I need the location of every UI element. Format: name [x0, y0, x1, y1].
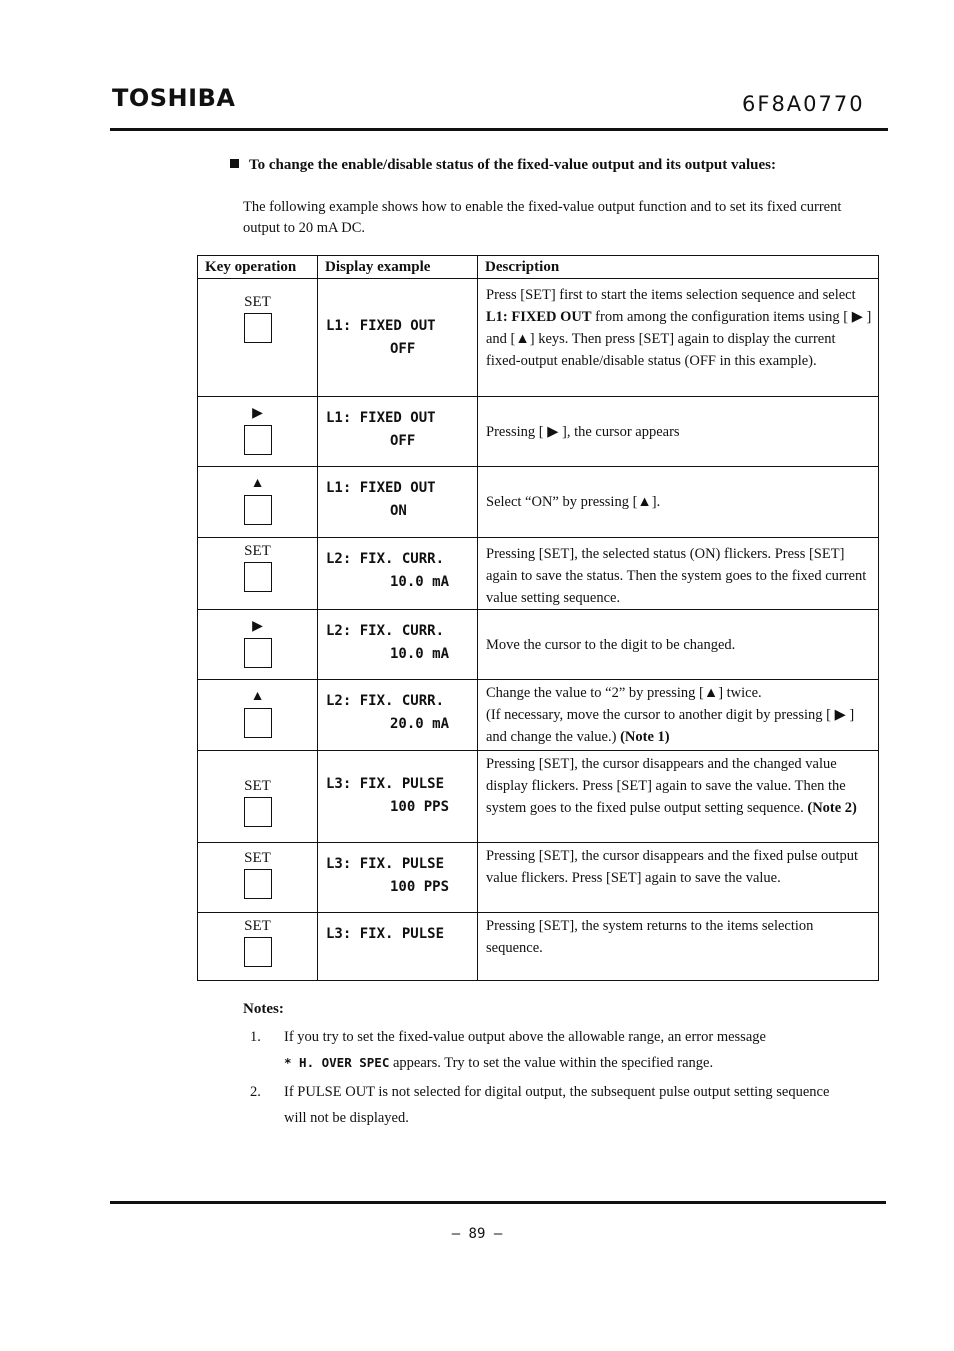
display-line2: OFF — [390, 433, 416, 449]
display-line2: 100 PPS — [390, 879, 450, 895]
note-text-b: appears. Try to set the value within the specified range. — [389, 1055, 714, 1071]
page-number: — 89 — — [451, 1226, 503, 1242]
display-line1: L1: FIXED OUT — [326, 480, 436, 496]
table-row — [198, 397, 879, 467]
col-header-key: Key operation — [198, 256, 318, 279]
description-cell: Pressing [ ▶ ], the cursor appears — [478, 397, 879, 467]
description-cell: Pressing [SET], the system returns to the items selection sequence. — [478, 913, 879, 981]
key-label: SET — [244, 778, 271, 794]
display-line2: OFF — [390, 341, 416, 357]
key-icon — [244, 425, 272, 455]
right-arrow-icon: ▶ — [252, 406, 263, 421]
key-cell — [198, 751, 318, 843]
key-operation-table — [197, 255, 879, 981]
note-item — [250, 1024, 860, 1076]
key-icon — [244, 937, 272, 967]
description-cell: Pressing [SET], the cursor disappears and the fixed pulse output value flickers. Press [SET] again to save the value. — [478, 843, 879, 913]
note-item — [250, 1079, 860, 1131]
display-line1: L2: FIX. CURR. — [326, 551, 445, 567]
note-text: If PULSE OUT is not selected for digital output, the subsequent pulse output setting sequence will not be displayed. — [284, 1084, 830, 1126]
col-header-display: Display example — [318, 256, 478, 279]
key-icon — [244, 638, 272, 668]
key-cell — [198, 680, 318, 751]
intro-paragraph: The following example shows how to enable the fixed-value output function and to set its fixed current output to 20 mA DC. — [243, 199, 842, 236]
table-row — [198, 279, 879, 397]
section-heading — [230, 157, 776, 174]
description-cell: Move the cursor to the digit to be changed. — [478, 610, 879, 680]
description-cell — [478, 751, 879, 843]
key-icon — [244, 797, 272, 827]
brand-logo: TOSHIBA — [112, 84, 236, 112]
error-message-code: * H. OVER SPEC — [284, 1055, 390, 1070]
note-text — [284, 1024, 854, 1076]
display-cell — [318, 610, 478, 680]
display-cell — [318, 538, 478, 610]
key-label: SET — [244, 850, 271, 866]
description-text: (If necessary, move the cursor to another digit by pressing [ ▶ ] and change the value.) — [486, 707, 855, 745]
description-cell: Select “ON” by pressing [▲]. — [478, 467, 879, 538]
note-number: 2. — [250, 1084, 261, 1100]
display-line2: ON — [390, 503, 407, 519]
description-cell — [478, 680, 879, 751]
footer-rule — [110, 1201, 886, 1204]
col-header-description: Description — [478, 256, 879, 279]
display-line2: 10.0 mA — [390, 574, 450, 590]
table-header-row — [198, 256, 879, 279]
key-cell — [198, 843, 318, 913]
note-reference: (Note 1) — [620, 729, 670, 745]
key-icon — [244, 869, 272, 899]
display-line2: 20.0 mA — [390, 716, 450, 732]
table-row — [198, 751, 879, 843]
display-cell — [318, 680, 478, 751]
display-line1: L2: FIX. CURR. — [326, 693, 445, 709]
description-text: Pressing [SET], the cursor disappears and the changed value display flickers. Press [SET] again to save the value. Then the system goes to the fixed pulse output setting sequence. — [486, 756, 846, 816]
display-line1: L1: FIXED OUT — [326, 318, 436, 334]
table-row — [198, 610, 879, 680]
right-arrow-icon: ▶ — [252, 619, 263, 634]
display-line1: L3: FIX. PULSE — [326, 926, 445, 942]
display-cell — [318, 913, 478, 981]
table-row — [198, 843, 879, 913]
description-text: Press [SET] first to start the items selection sequence and select — [486, 287, 856, 303]
key-cell — [198, 538, 318, 610]
note-text-a: If you try to set the fixed-value output above the allowable range, an error message — [284, 1029, 766, 1045]
key-icon — [244, 708, 272, 738]
display-line2: 100 PPS — [390, 799, 450, 815]
description-cell — [478, 279, 879, 397]
key-cell — [198, 279, 318, 397]
description-text: Change the value to “2” by pressing [▲] twice. — [486, 685, 762, 701]
key-label: SET — [244, 294, 271, 310]
key-icon — [244, 562, 272, 592]
key-cell — [198, 397, 318, 467]
description-bold: L1: FIXED OUT — [486, 309, 592, 325]
notes-title: Notes: — [243, 1001, 284, 1017]
description-cell: Pressing [SET], the selected status (ON) flickers. Press [SET] again to save the status. Then the system goes to the fixed current value setting sequence. — [478, 538, 879, 610]
key-cell — [198, 467, 318, 538]
table-row — [198, 467, 879, 538]
display-cell — [318, 843, 478, 913]
up-arrow-icon: ▲ — [250, 476, 265, 491]
note-reference: (Note 2) — [807, 800, 857, 816]
table-row — [198, 680, 879, 751]
table-row — [198, 538, 879, 610]
display-line1: L1: FIXED OUT — [326, 410, 436, 426]
up-arrow-icon: ▲ — [250, 689, 265, 704]
key-label: SET — [244, 543, 271, 559]
display-cell — [318, 751, 478, 843]
display-cell — [318, 279, 478, 397]
description-text: from among the configuration items using [ ▶ ] and [▲] keys. Then press [SET] again to display the current fixed-output enable/disable status (OFF in this example). — [486, 309, 872, 369]
display-cell — [318, 467, 478, 538]
key-icon — [244, 495, 272, 525]
bullet-icon — [230, 159, 239, 168]
header-rule — [110, 128, 888, 131]
key-cell — [198, 610, 318, 680]
display-line1: L3: FIX. PULSE — [326, 856, 445, 872]
display-line1: L2: FIX. CURR. — [326, 623, 445, 639]
key-icon — [244, 313, 272, 343]
display-cell — [318, 397, 478, 467]
table-row — [198, 913, 879, 981]
key-cell — [198, 913, 318, 981]
display-line1: L3: FIX. PULSE — [326, 776, 445, 792]
key-label: SET — [244, 918, 271, 934]
note-number: 1. — [250, 1029, 261, 1045]
display-line2: 10.0 mA — [390, 646, 450, 662]
section-heading-text: To change the enable/disable status of the fixed-value output and its output values: — [249, 157, 777, 173]
document-number: 6F8A0770 — [742, 92, 865, 116]
